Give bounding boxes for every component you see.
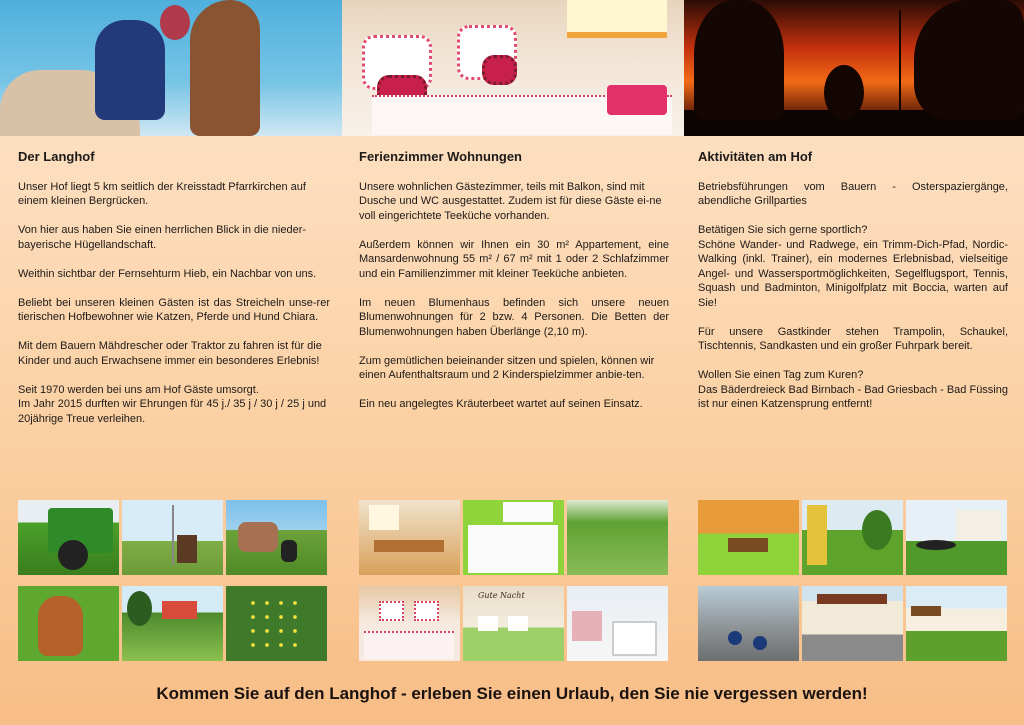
paragraph: Zum gemütlichen beieinander sitzen und spielen, können wir einen Aufenthaltsraum und 2 Kinderspielzimmer anbie-ten. [359,354,655,381]
paragraph: Für unsere Gastkinder stehen Trampolin, Schaukel, Tischtennis, Sandkasten und ein großer Fuhrpark bereit. [698,325,1008,352]
hero-photo-sunset [684,0,1024,136]
photo-go-karts [698,586,799,661]
photo-garden-house [906,586,1007,661]
photo-bedroom-1 [359,586,460,661]
paragraph: Seit 1970 werden bei uns am Hof Gäste umsorgt. Im Jahr 2015 durften wir Ehrungen für 45 j./ 35 j / 30 j / 25 j und 20jährige Treue verleihen. [18,383,327,425]
paragraph: Unser Hof liegt 5 km seitlich der Kreisstadt Pfarrkirchen auf einem kleinen Bergrücken. [18,180,306,207]
column-langhof [18,150,330,441]
paragraph: Wollen Sie einen Tag zum Kuren? Das Bäderdreieck Bad Birnbach - Bad Griesbach - Bad Füssing ist nur einen Katzensprung entfernt! [698,369,1008,410]
column-title: Der Langhof [18,149,95,164]
paragraph: Außerdem können wir Ihnen ein 30 m² Appartement, eine Mansardenwohnung 55 m² / 67 m² mit 1 oder 2 Schlafzimmer und ein Familienzimmer mit kleiner Teeküche anbieten. [359,238,669,280]
photo-grid-rooms [359,500,668,661]
photo-dining-room [359,500,460,575]
paragraph: Im neuen Blumenhaus befinden sich unsere neuen Blumenwohnungen für 2 bzw. 4 Personen. Die Betten der Blumenwohnungen haben Überlänge (2,10 m). [359,296,669,338]
photo-house-courtyard [802,586,903,661]
column-ferienzimmer [359,150,669,426]
photo-farmhouse [122,586,223,661]
photo-grid-activities [698,500,1007,661]
footer-slogan: Kommen Sie auf den Langhof - erleben Sie einen Urlaub, den Sie nie vergessen werden! [156,684,868,703]
paragraph: Weithin sichtbar der Fernsehturm Hieb, ein Nachbar von uns. [18,267,317,280]
hero-photo-bedroom [342,0,684,136]
photo-horse-field [122,500,223,575]
gute-nacht-text: Gute Nacht [478,591,525,600]
column-aktivitaeten [698,150,1008,426]
paragraph: Unsere wohnlichen Gästezimmer, teils mit Balkon, sind mit Dusche und WC ausgestattet. Zudem ist für diese Gäste ei-ne voll eingerichtete Teeküche vorhanden. [359,180,662,222]
paragraph: Beliebt bei unseren kleinen Gästen ist das Streicheln unse-rer tierischen Hofbewohner wie Katzen, Pferde und Hund Chiara. [18,296,330,323]
photo-trampoline [906,500,1007,575]
column-title: Ferienzimmer Wohnungen [359,149,522,164]
photo-grid-farm [18,500,327,661]
photo-kitchen [463,500,564,575]
photo-baby-room [567,586,668,661]
paragraph: Betriebsführungen vom Bauern - Osterspaziergänge, abendliche Grillparties [698,180,1008,207]
photo-gute-nacht-room [463,586,564,661]
hero-photo-horse [0,0,342,136]
hero-banner [0,0,1024,136]
photo-playground [802,500,903,575]
photo-dog [18,586,119,661]
column-title: Aktivitäten am Hof [698,149,813,164]
photo-yellow-flowers [226,586,327,661]
paragraph: Ein neu angelegtes Kräuterbeet wartet auf seinen Einsatz. [359,398,643,410]
paragraph: Mit dem Bauern Mähdrescher oder Traktor zu fahren ist für die Kinder und auch Erwachsene immer ein besonderes Erlebnis! [18,340,322,367]
paragraph: Betätigen Sie sich gerne sportlich? Schöne Wander- und Radwege, ein Trimm-Dich-Pfad, Nordic-Walking (inkl. Trainer), ein modernes Erlebnisbad, vielseitige Angel- und Wassersportmöglichkeiten, Segelflugsport, Tennis, Squash und Badminton, Minigolfplatz mit Boccia, warten auf Sie! [698,224,1008,309]
photo-herb-garden [567,500,668,575]
photo-horses-meadow [226,500,327,575]
photo-playroom [698,500,799,575]
paragraph: Von hier aus haben Sie einen herrlichen Blick in die nieder-bayerische Hügellandschaft. [18,224,307,251]
photo-tractor [18,500,119,575]
